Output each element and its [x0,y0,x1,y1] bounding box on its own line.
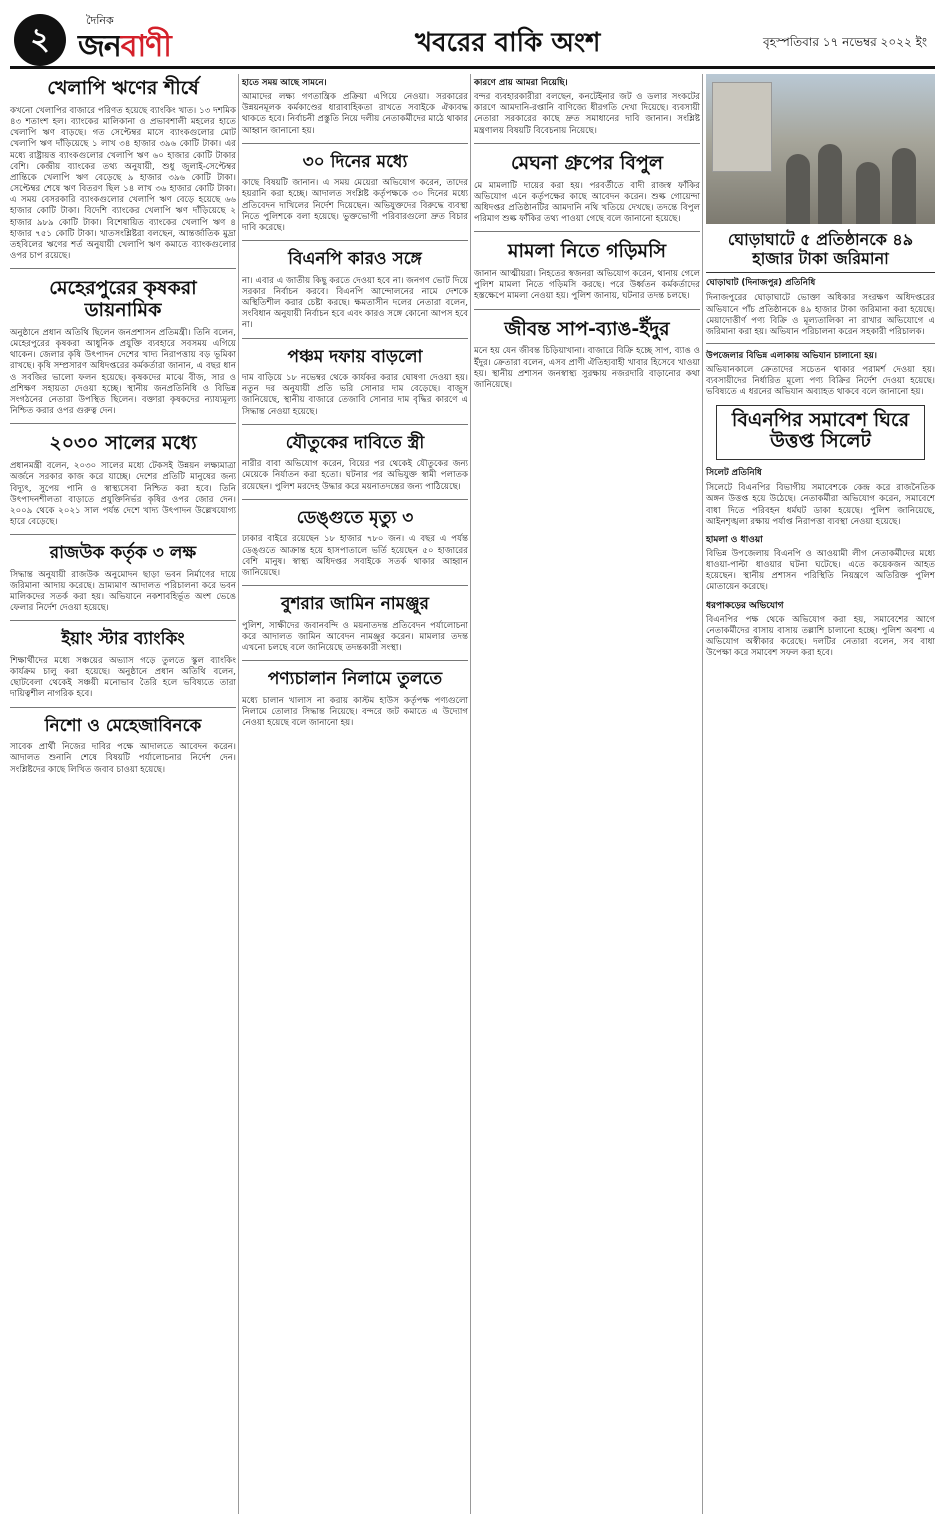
article-separator [10,423,236,424]
column-divider [470,74,471,1514]
article-body: অভিযানকালে ক্রেতাদের সচেতন থাকার পরামর্শ দেওয়া হয়। ব্যবসায়ীদের নির্ধারিত মূল্যে পণ্য বিক্রির নির্দেশ দেওয়া হয়েছে। ভবিষ্যতে এ ধরনের অভিযান অব্যাহত থাকবে বলে জানানো হয়। [706,365,935,398]
article-headline: ২০৩০ সালের মধ্যে [49,432,197,455]
article-young-star [10,626,236,700]
article-body: ঢাকার বাইরে রয়েছেন ১৮ হাজার ৭৮০ জন। এ বছর এ পর্যন্ত ডেঙ্গুতে আক্রান্ত হয়ে হাসপাতালে ভর্তি হয়েছেন ৫০ হাজারের বেশি মানুষ। স্বাস্থ্য অধিদপ্তর সবাইকে সতর্ক থাকার আহ্বান জানিয়েছে। [242,534,468,578]
article-separator [242,660,468,661]
photo-person-shape [818,144,842,224]
article-body: অনুষ্ঠানে প্রধান অতিথি ছিলেন জনপ্রশাসন প্রতিমন্ত্রী। তিনি বলেন, মেহেরপুরের কৃষকরা আধুনিক প্রযুক্তি ব্যবহারে সবসময় এগিয়ে থাকেন। জেলার কৃষি উৎপাদন দেশের খাদ্য নিরাপত্তায় বড় ভূমিকা রাখছে। কৃষি সম্প্রসারণ অধিদপ্তরের কর্মকর্তারা জানান, এ বছর ধান ও সবজির ভালো ফলন হয়েছে। কৃষকদের মাঝে বীজ, সার ও প্রশিক্ষণ সহায়তা দেওয়া হচ্ছে। স্থানীয় জনপ্রতিনিধি ও বিভিন্ন সংগঠনের নেতারা উপস্থিত ছিলেন। বক্তারা কৃষকদের ন্যায্যমূল্য নিশ্চিত করার ওপর গুরুত্ব দেন। [10,327,236,417]
article-separator [10,268,236,269]
sylhet-body: সিলেটে বিএনপির বিভাগীয় সমাবেশকে কেন্দ্র করে রাজনৈতিক অঙ্গন উত্তপ্ত হয়ে উঠেছে। নেতাকর্মীরা অভিযোগ করেন, সমাবেশে বাধা দিতে পরিবহন ধর্মঘট ডাকা হয়েছে। পুলিশ জানিয়েছে, আইনশৃঙ্খলা রক্ষায় পর্যাপ্ত নিরাপত্তা ব্যবস্থা নেওয়া হয়েছে। [706,483,935,527]
article-body: মধ্যে চালান খালাস না করায় কাস্টম হাউস কর্তৃপক্ষ পণ্যগুলো নিলামে তোলার সিদ্ধান্ত নিয়েছে। বন্দরে জট কমাতে এ উদ্যোগ নেওয়া হয়েছে বলে জানানো হয়। [242,695,468,728]
column-3 [474,74,700,397]
article-body: সিদ্ধান্ত অনুযায়ী রাজউক অনুমোদন ছাড়া ভবন নির্মাণের দায়ে জরিমানা আদায় করেছে। ভ্রাম্যমাণ আদালত পরিচালনা করে ভবন মালিকদের সতর্ক করা হয়। অভিযানে নকশাবহির্ভূত অংশ ভেঙে ফেলার নির্দেশ দেওয়া হয়েছে। [10,569,236,614]
logo-part-2: বাণী [120,29,171,64]
article-headline: মামলা নিতে গড়িমসি [507,240,667,263]
article-lead: হাতে সময় আছে সামনে। [242,78,327,88]
article-meghna [474,149,700,226]
article-2030 [10,429,236,528]
article-headline: জীবন্ত সাপ-ব্যাঙ-ইঁদুর [504,317,670,340]
article-body: কখনো খেলাপির বাজারে পরিণত হয়েছে ব্যাংকিং খাত। ১৩ দশমিক ৪৩ শতাংশ হল। ব্যাংকের মালিকানা ও প্রভাবশালী মহলের হাতে খেলাপি ঋণ বাড়ছে। গত সেপ্টেম্বর মাসে ব্যাংকগুলোর মোট খেলাপি ঋণ দাঁড়িয়েছে ১ লাখ ৩৪ হাজার ৩৯৬ কোটি টাকা। এর মধ্যে রাষ্ট্রায়ত্ত ব্যাংকগুলোর খেলাপি ঋণ ৬০ হাজার কোটি টাকার বেশি। কেন্দ্রীয় ব্যাংকের তথ্য অনুযায়ী, শুধু জুলাই-সেপ্টেম্বর প্রান্তিকে খেলাপি ঋণ বেড়েছে ৯ হাজার ৩৯৬ কোটি টাকা। সেপ্টেম্বর শেষে ঋণ বিতরণ ছিল ১৪ লাখ ৩৬ হাজার কোটি টাকা। এ সময় বেসরকারি ব্যাংকগুলোর খেলাপি ঋণ বেড়ে হয়েছে ৬৬ হাজার কোটি টাকা। বিদেশি ব্যাংকের খেলাপি ঋণ দাঁড়িয়েছে ২ হাজার ৯৮৯ কোটি টাকা। বিশেষায়িত ব্যাংকের খেলাপি ঋণ ৪ হাজার ৭৫১ কোটি টাকা। খাতসংশ্লিষ্টরা বলছেন, আন্তর্জাতিক মুদ্রা তহবিলের ঋণের শর্ত অনুযায়ী খেলাপি ঋণ কমাতে ব্যাংকগুলোর ওপর চাপ রয়েছে। [10,105,236,262]
article-bushra [242,591,468,654]
article-headline: রাজউক কর্তৃক ৩ লক্ষ [49,543,197,564]
photo-person-shape [892,148,916,224]
page-number: ২ [14,14,66,66]
article-separator [242,585,468,586]
article-loan-default [10,74,236,262]
article-separator [242,424,468,425]
news-photo [706,74,935,224]
masthead-rule [10,66,935,69]
publication-date: বৃহস্পতিবার ১৭ নভেম্বর ২০২২ ইং [762,35,927,49]
article-auction [242,666,468,729]
article-separator [10,620,236,621]
article-separator [474,143,700,144]
sylhet-subhead-attack: হামলা ও ধাওয়া [706,534,763,545]
column-divider [238,74,239,1514]
article-continued [474,76,700,137]
article-headline: মেহেরপুরের কৃষকরা ডায়নামিক [49,277,197,322]
article-body: মে মামলাটি দায়ের করা হয়। পরবর্তীতে বাদী রাজস্ব ফাঁকির অভিযোগ এনে কর্তৃপক্ষের কাছে আবেদন করেন। শুল্ক গোয়েন্দা অধিদপ্তর প্রতিষ্ঠানটির আমদানি নথি খতিয়ে দেখছে। তদন্তে বিপুল পরিমাণ শুল্ক ফাঁকির তথ্য পাওয়া গেছে বলে জানানো হয়েছে। [474,180,700,225]
article-body: শিক্ষার্থীদের মধ্যে সঞ্চয়ের অভ্যাস গড়ে তুলতে স্কুল ব্যাংকিং কার্যক্রম চালু করা হয়েছে। অনুষ্ঠানে প্রধান অতিথি বলেন, ছোটবেলা থেকেই সঞ্চয়ী মনোভাব তৈরি হলে ভবিষ্যতে তারা দায়িত্বশীল নাগরিক হবে। [10,655,236,700]
article-headline: খেলাপি ঋণের শীর্ষে [47,77,199,99]
sylhet-dateline: সিলেট প্রতিনিধি [706,468,762,479]
article-separator [10,707,236,708]
article-separator [474,309,700,310]
column-4 [706,74,935,659]
logo-daily-label: দৈনিক [86,14,114,27]
article-body: দাম বাড়িয়ে ১৮ নভেম্বর থেকে কার্যকর করার ঘোষণা দেওয়া হয়। নতুন দর অনুযায়ী প্রতি ভরি সোনার দাম বেড়েছে। বাজুস জানিয়েছে, স্থানীয় বাজারে তেজাবি সোনার দাম বৃদ্ধির কারণে এ সিদ্ধান্ত নেওয়া হয়েছে। [242,373,468,417]
article-rajuk [10,540,236,614]
logo-part-1: জন [78,29,121,64]
article-headline: পণ্যচালান নিলামে তুলতে [267,669,443,690]
article-separator [706,343,935,344]
article-body: বন্দর ব্যবহারকারীরা বলছেন, কনটেইনার জট ও ডলার সংকটের কারণে আমদানি-রপ্তানি বাণিজ্যে ধীরগতি দেখা দিয়েছে। ব্যবসায়ী নেতারা সরকারের কাছে দ্রুত সমাধানের দাবি জানান। সংশ্লিষ্ট মন্ত্রণালয় বিষয়টি বিবেচনায় নিয়েছে। [474,92,700,136]
article-continued [242,76,468,137]
article-headline-sylhet: বিএনপির সমাবেশ ঘিরে উত্তপ্ত সিলেট [716,405,925,461]
sylhet-body-attack: বিভিন্ন উপজেলায় বিএনপি ও আওয়ামী লীগ নেতাকর্মীদের মধ্যে ধাওয়া-পাল্টা ধাওয়ার ঘটনা ঘটেছে। এতে কয়েকজন আহত হয়েছেন। স্থানীয় প্রশাসন পরিস্থিতি নিয়ন্ত্রণে অতিরিক্ত পুলিশ মোতায়েন করেছে। [706,548,935,593]
article-body: না। এবার এ জাতীয় কিছু করতে দেওয়া হবে না। জনগণ ভোট দিয়ে সরকার নির্বাচন করবে। বিএনপি আন্দোলনের নামে দেশকে অস্থিতিশীল করার চেষ্টা করছে। ক্ষমতাসীন দলের নেতারা বলেন, সংবিধান অনুযায়ী নির্বাচন হবে এবং কারও সঙ্গে কোনো আপস হবে না। [242,275,468,331]
photo-person-shape [786,154,810,224]
masthead [0,0,945,66]
article-headline: মেঘনা গ্রুপের বিপুল [510,151,664,174]
article-separator [242,143,468,144]
photo-building-shape [712,82,772,172]
article-separator [242,499,468,500]
column-2 [242,74,468,735]
column-1 [10,74,236,782]
article-body: পুলিশ, সাক্ষীদের জবানবন্দি ও ময়নাতদন্ত প্রতিবেদন পর্যালোচনা করে আদালত জামিন আবেদন নামঞ্জুর করেন। মামলার তদন্ত এখনো চলছে বলে জানিয়েছে তদন্তকারী সংস্থা। [242,620,468,653]
article-separator [10,534,236,535]
section-title: খবরের বাকি অংশ [415,28,601,58]
article-headline: যৌতুকের দাবিতে স্ত্রী [285,432,425,453]
article-meherpur [10,274,236,417]
article-body: আমাদের লক্ষ্য গণতান্ত্রিক প্রক্রিয়া এগিয়ে নেওয়া। সরকারের উন্নয়নমূলক কর্মকাণ্ডের ধারাবাহিকতা রাখতে সবাইকে ঐক্যবদ্ধ থাকতে হবে। নির্বাচনী প্রস্তুতি নিয়ে দলীয় নেতাকর্মীদের মাঠে থাকার আহ্বান জানানো হয়। [242,92,468,136]
article-bnp [242,246,468,331]
article-case-delay [474,237,700,302]
article-headline: ৩০ দিনের মধ্যে [302,151,408,172]
article-nisho [10,713,236,776]
article-headline: নিশো ও মেহেজাবিনকে [44,715,202,736]
sylhet-subhead-arrest: ধরপাকড়ের অভিযোগ [706,600,784,611]
article-body: জানান আত্মীয়রা। নিহতের স্বজনরা অভিযোগ করেন, থানায় গেলে পুলিশ মামলা নিতে গড়িমসি করছে। পরে উর্ধ্বতন কর্মকর্তাদের হস্তক্ষেপে মামলা নেওয়া হয়। পুলিশ জানায়, ঘটনার তদন্ত চলছে। [474,269,700,302]
article-lead: কারণে প্রায় আমরা নিয়েছি। [474,78,568,88]
article-body: মনে হয় যেন জীবন্ত চিড়িয়াখানা। বাজারে বিক্রি হচ্ছে সাপ, ব্যাঙ ও ইঁদুর। ক্রেতারা বলেন, এসব প্রাণী ঐতিহ্যবাহী খাবার হিসেবে খাওয়া হয়। স্থানীয় প্রশাসন জনস্বাস্থ্য সুরক্ষায় নজরদারি বাড়ানোর কথা জানিয়েছে। [474,346,700,390]
column-divider [702,74,703,1514]
article-body: প্রধানমন্ত্রী বলেন, ২০৩০ সালের মধ্যে টেকসই উন্নয়ন লক্ষ্যমাত্রা অর্জনে সরকার কাজ করে যাচ্ছে। দেশের প্রতিটি মানুষের জন্য বিদ্যুৎ, সুপেয় পানি ও স্বাস্থ্যসেবা নিশ্চিত করা হবে। তিনি উৎপাদনশীলতা বাড়াতে প্রযুক্তিনির্ভর কৃষির ওপর জোর দেন। ২০০৯ থেকে ২০২১ সাল পর্যন্ত দেশে খাদ্য উৎপাদন উল্লেখযোগ্য হারে বেড়েছে। [10,461,236,528]
photo-person-shape [856,162,880,224]
article-body: কাছে বিষয়টি জানান। এ সময় মেয়েরা অভিযোগ করেন, তাদের হয়রানি করা হচ্ছে। আদালত সংশ্লিষ্ট কর্তৃপক্ষকে ৩০ দিনের মধ্যে প্রতিবেদন দাখিলের নির্দেশ দিয়েছেন। অভিযুক্তদের বিরুদ্ধে ব্যবস্থা নিতে পুলিশকে বলা হয়েছে। ভুক্তভোগী পরিবারগুলো দ্রুত বিচার দাবি করেছে। [242,178,468,233]
photo-credit: ঘোড়াঘাট (দিনাজপুর) প্রতিনিধি [706,278,816,289]
article-lead: উপজেলার বিভিন্ন এলাকায় অভিযান চালানো হয়। [706,351,877,362]
article-live-animals [474,315,700,392]
article-dowry [242,430,468,493]
article-separator [242,338,468,339]
photo-headline: ঘোড়াঘাটে ৫ প্রতিষ্ঠানকে ৪৯ হাজার টাকা জরিমানা [706,224,935,273]
article-body: সাবেক প্রার্থী নিজের দাবির পক্ষে আদালতে আবেদন করেন। আদালত শুনানি শেষে বিষয়টি পর্যালোচনার নির্দেশ দেন। সংশ্লিষ্টদের কাছে লিখিত জবাব চাওয়া হয়েছে। [10,742,236,775]
article-headline: বুশরার জামিন নামঞ্জুর [281,594,429,615]
article-separator [242,240,468,241]
article-headline: বিএনপি কারও সঙ্গে [288,249,422,270]
article-dengue [242,505,468,579]
photo-article-body: দিনাজপুরের ঘোড়াঘাটে ভোক্তা অধিকার সংরক্ষণ অধিদপ্তরের অভিযানে পাঁচ প্রতিষ্ঠানকে ৪৯ হাজার টাকা জরিমানা করা হয়েছে। মেয়াদোত্তীর্ণ পণ্য বিক্রি ও মূল্যতালিকা না রাখার অভিযোগে এ জরিমানা করা হয়। অভিযান পরিচালনা করেন সহকারী পরিচালক। [706,293,935,337]
article-fifth-round [242,344,468,418]
article-30-days [242,149,468,234]
article-separator [474,231,700,232]
article-headline: ইয়াং স্টার ব্যাংকিং [61,629,185,650]
sylhet-body-arrest: বিএনপির পক্ষ থেকে অভিযোগ করা হয়, সমাবেশের আগে নেতাকর্মীদের বাসায় বাসায় তল্লাশি চালানো হচ্ছে। পুলিশ অবশ্য এ অভিযোগ অস্বীকার করেছে। দলটির নেতারা বলেন, সব বাধা উপেক্ষা করে সমাবেশ সফল করা হবে। [706,614,935,659]
article-headline: পঞ্চম দফায় বাড়লো [287,346,423,367]
article-body: নারীর বাবা অভিযোগ করেন, বিয়ের পর থেকেই যৌতুকের জন্য মেয়েকে নির্যাতন করা হতো। ঘটনার পর অভিযুক্ত স্বামী পলাতক রয়েছেন। পুলিশ মরদেহ উদ্ধার করে ময়নাতদন্তের জন্য পাঠিয়েছে। [242,459,468,492]
article-headline: ডেঙ্গুতে মৃত্যু ৩ [296,507,414,528]
